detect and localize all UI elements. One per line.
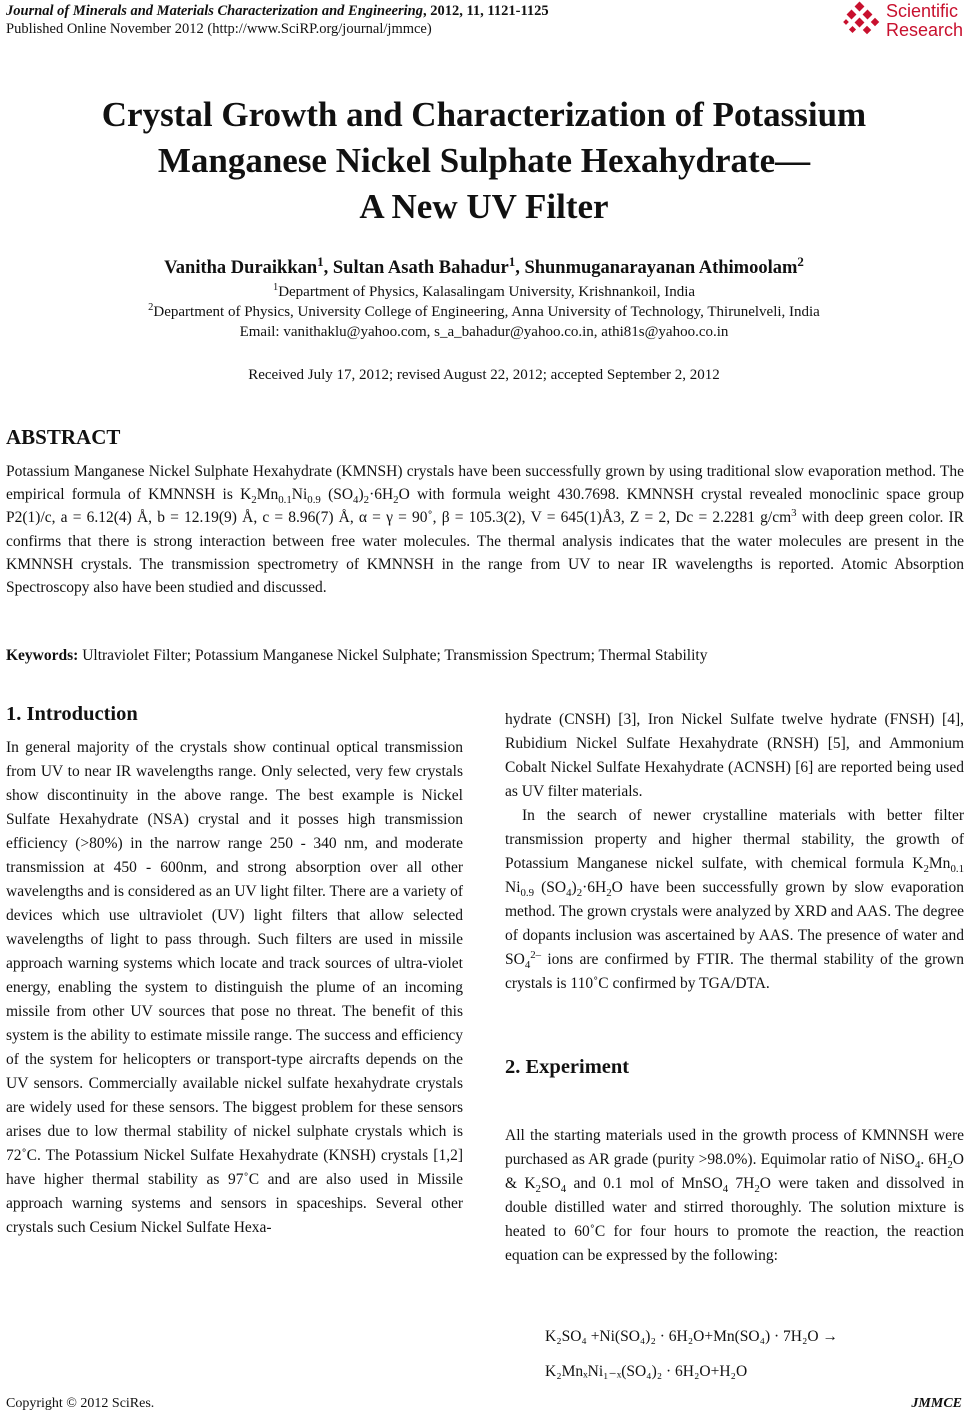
- paper-title: [0, 92, 968, 230]
- exp-sub: 2: [535, 1183, 541, 1196]
- journal-citation: , 2012, 11, 1121-1125: [422, 3, 549, 19]
- intro-sub: 0.9: [520, 887, 535, 900]
- intro-sub: 2: [606, 887, 612, 900]
- abstract-part: Mn: [256, 486, 279, 504]
- intro-sub: 0.1: [950, 863, 964, 876]
- exp-part: All the starting materials used in the growth process of KMNNSH were purchased as AR grade (purity >98.0%). Equimolar ratio of NiSO: [505, 1127, 964, 1168]
- exp-part: O & K: [505, 1151, 964, 1192]
- intro-paragraph-1: In general majority of the crystals show continual optical transmission from UV to near IR wavelengths range. Only selected, very few crystals show discontinuity in the above range. The best example is Nickel Sulfate Hexahydrate (NSA) crystal and it posses high transmission efficiency (>80%) in the narrow range 250 - 340 nm, and moderate transmission at 450 - 600nm, and strong absorption over all other wavelengths and is considered as an UV light filter. There are a variety of devices which use ultraviolet (UV) light filters that allow selected wavelengths of light to pass through. Such filters are used in missile approach warning systems which locate and track sources of ultra-violet energy, enabling the system to distinguish the plume of an incoming missile from other UV sources that pose no threat. The benefit of this system is the ability to estimate missile range. The success and efficiency of the system for helicopters or transport-type aircrafts depends on the UV sensors. Commercially available nickel sulfate hexahydrate crystals are widely used for these sensors. The biggest problem for these sensors arises due to low thermal stability of nickel sulphate crystals which is 72˚C. The Potassium Nickel Sulfate Hexahydrate (KNSH) crystals [1,2] have higher thermal stability as 97˚C and are also used in Missile approach warning systems and sensors in spaceships. Several other crystals such Cesium Nickel Sulfate Hexa-: [6, 739, 463, 1236]
- abstract-text: [6, 460, 964, 599]
- exp-part: 7H: [728, 1175, 755, 1192]
- published-online: Published Online November 2012 (http://www.SciRP.org/journal/jmmce): [6, 21, 432, 37]
- intro-part: (SO: [534, 879, 567, 896]
- affiliation-2-marker: 2: [148, 302, 154, 313]
- section-2-column: [505, 1124, 964, 1268]
- journal-name: Journal of Minerals and Materials Characterization and Engineering: [6, 3, 423, 19]
- abstract-part: ·6H: [369, 486, 394, 504]
- author-3-affil: 2: [797, 253, 804, 269]
- author-2-affil: 1: [508, 253, 516, 269]
- exp-part: . 6H: [920, 1151, 948, 1168]
- logo-line2: Research: [886, 20, 964, 40]
- copyright: Copyright © 2012 SciRes.: [6, 1396, 155, 1411]
- abstract-sub: 2: [363, 494, 370, 507]
- intro-part: Mn: [928, 855, 951, 872]
- exp-sub: 2: [754, 1183, 760, 1196]
- intro-sub: 2: [576, 887, 583, 900]
- exp-sub: 4: [560, 1183, 567, 1196]
- title-line2: Manganese Nickel Sulphate Hexahydrate—: [157, 141, 811, 180]
- intro-part: Ni: [505, 879, 521, 896]
- intro-sub: 4: [524, 959, 531, 972]
- abstract-sub: 0.9: [307, 494, 321, 507]
- abstract-sub: 4: [353, 494, 359, 507]
- intro-sup: 2–: [530, 948, 542, 961]
- exp-part: O were taken and dissolved in double distilled water and stirred thoroughly. The solution mixture is heated to 60˚C for four hours to promote the reaction, the reaction equation can be expressed by the following:: [505, 1175, 964, 1264]
- keywords-text: Ultraviolet Filter; Potassium Manganese Nickel Sulphate; Transmission Spectrum; Thermal Stability: [78, 647, 708, 664]
- publisher-logo: [842, 0, 962, 42]
- exp-part: SO: [540, 1175, 561, 1192]
- intro-paragraph-1-continued: hydrate (CNSH) [3], Iron Nickel Sulfate twelve hydrate (FNSH) [4], Rubidium Nickel Sulfate Hexahydrate (RNSH) [5], and Ammonium Cobalt Nickel Sulfate Hexahydrate (ACNSH) [6] are reported being used as UV filter materials.: [505, 711, 964, 800]
- abstract-part: Potassium Manganese Nickel Sulphate Hexahydrate (KMNSH) crystals have been successfully grown by using traditional slow evaporation method. The empirical formula of KMNNSH is K: [6, 463, 964, 504]
- intro-part: ·6H: [582, 879, 607, 896]
- affiliation-1-marker: 1: [272, 282, 279, 293]
- title-line3: A New UV Filter: [359, 187, 609, 226]
- journal-header: [6, 3, 549, 20]
- reaction-equation-line-1: K₂SO₄ +Ni(SO₄)₂ · 6H₂O+Mn(SO₄) · 7H₂O →: [545, 1328, 838, 1345]
- author-3: Shunmuganarayanan Athimoolam: [524, 258, 798, 278]
- intro-part: ions are confirmed by FTIR. The thermal stability of the grown crystals is 110˚C confirmed by TGA/DTA.: [505, 951, 964, 992]
- abstract-sub: 2: [393, 494, 399, 507]
- received-dates: Received July 17, 2012; revised August 22, 2012; accepted September 2, 2012: [248, 367, 720, 383]
- affiliation-1-text: Department of Physics, Kalasalingam University, Krishnankoil, India: [278, 284, 696, 300]
- author-1-affil: 1: [317, 253, 324, 269]
- exp-sub: 2: [947, 1159, 953, 1172]
- abstract-part: Ni: [291, 486, 308, 504]
- logo-mark-icon: [842, 1, 882, 41]
- affiliation-2-text: Department of Physics, University College of Engineering, Anna University of Technology, Thirunelveli, India: [153, 304, 820, 320]
- right-column: [505, 708, 964, 996]
- abstract-part: (SO: [320, 486, 354, 504]
- keywords-label: Keywords:: [6, 647, 79, 664]
- intro-sub: 4: [566, 887, 572, 900]
- logo-text: [886, 2, 963, 40]
- intro-sub: 2: [923, 863, 929, 876]
- experiment-paragraph-1: [505, 1124, 964, 1268]
- author-emails: Email: vanithaklu@yahoo.com, s_a_bahadur@yahoo.co.in, athi81s@yahoo.co.in: [239, 324, 729, 340]
- logo-line1: Scientific: [886, 1, 959, 21]
- author-list: Vanitha Duraikkan$^1$, Sultan Asath Bahadur$^1$, Shunmuganarayanan Athimoolam$^2$: [164, 253, 804, 278]
- affiliation-2: [0, 304, 968, 321]
- abstract-part: with deep green color. IR confirms that there is strong interaction between free water molecules. The thermal analysis indicates that the water molecules are present in the KMNNSH crystals. The transmission spectrometry of KMNNSH in the range from UV to near IR wavelengths is reported. Atomic Absorption Spectroscopy also have been studied and discussed.: [6, 509, 964, 597]
- intro-part: ): [571, 879, 577, 896]
- abstract-heading: ABSTRACT: [6, 425, 121, 449]
- intro-part: O have been successfully grown by slow evaporation method. The grown crystals were analyzed by XRD and AAS. The degree of dopants inclusion was ascertained by AAS. The presence of water and SO: [505, 879, 964, 968]
- abstract-sub: 0.1: [278, 494, 292, 507]
- intro-paragraph-2: [505, 804, 964, 996]
- author-2: Sultan Asath Bahadur: [332, 258, 509, 278]
- title-line1: Crystal Growth and Characterization of Potassium: [101, 95, 867, 134]
- section-1-heading: 1. Introduction: [6, 703, 138, 725]
- abstract-part: O with formula weight 430.7698. KMNNSH crystal revealed monoclinic space group P2(1)/c, a = 6.12(4) Å, b = 12.19(9) Å, c = 8.96(7) Å, α = γ = 90˚, β = 105.3(2), V = 645(1)Å3, Z = 2, Dc = 2.2281 g/cm: [6, 486, 964, 527]
- keywords: [6, 647, 707, 665]
- exp-sub: 4: [915, 1159, 921, 1172]
- exp-sub: 4: [722, 1183, 729, 1196]
- abstract-sup: 3: [791, 507, 797, 520]
- abstract-sub: 2: [251, 494, 257, 507]
- section-2-heading: 2. Experiment: [505, 1056, 630, 1078]
- exp-part: and 0.1 mol of MnSO: [566, 1175, 723, 1192]
- section-1-left-column: [6, 736, 463, 1240]
- reaction-equation-line-2: K₂MnₓNi₁₋ₓ(SO₄)₂ · 6H₂O+H₂O: [545, 1363, 748, 1380]
- abstract-part: ): [358, 486, 364, 504]
- journal-abbreviation: JMMCE: [911, 1396, 962, 1411]
- intro-part: In the search of newer crystalline materials with better filter transmission property and higher thermal stability, the growth of Potassium Manganese nickel sulfate, with chemical formula K: [505, 807, 964, 872]
- author-1: Vanitha Duraikkan: [164, 258, 318, 278]
- affiliation-1: [0, 284, 968, 301]
